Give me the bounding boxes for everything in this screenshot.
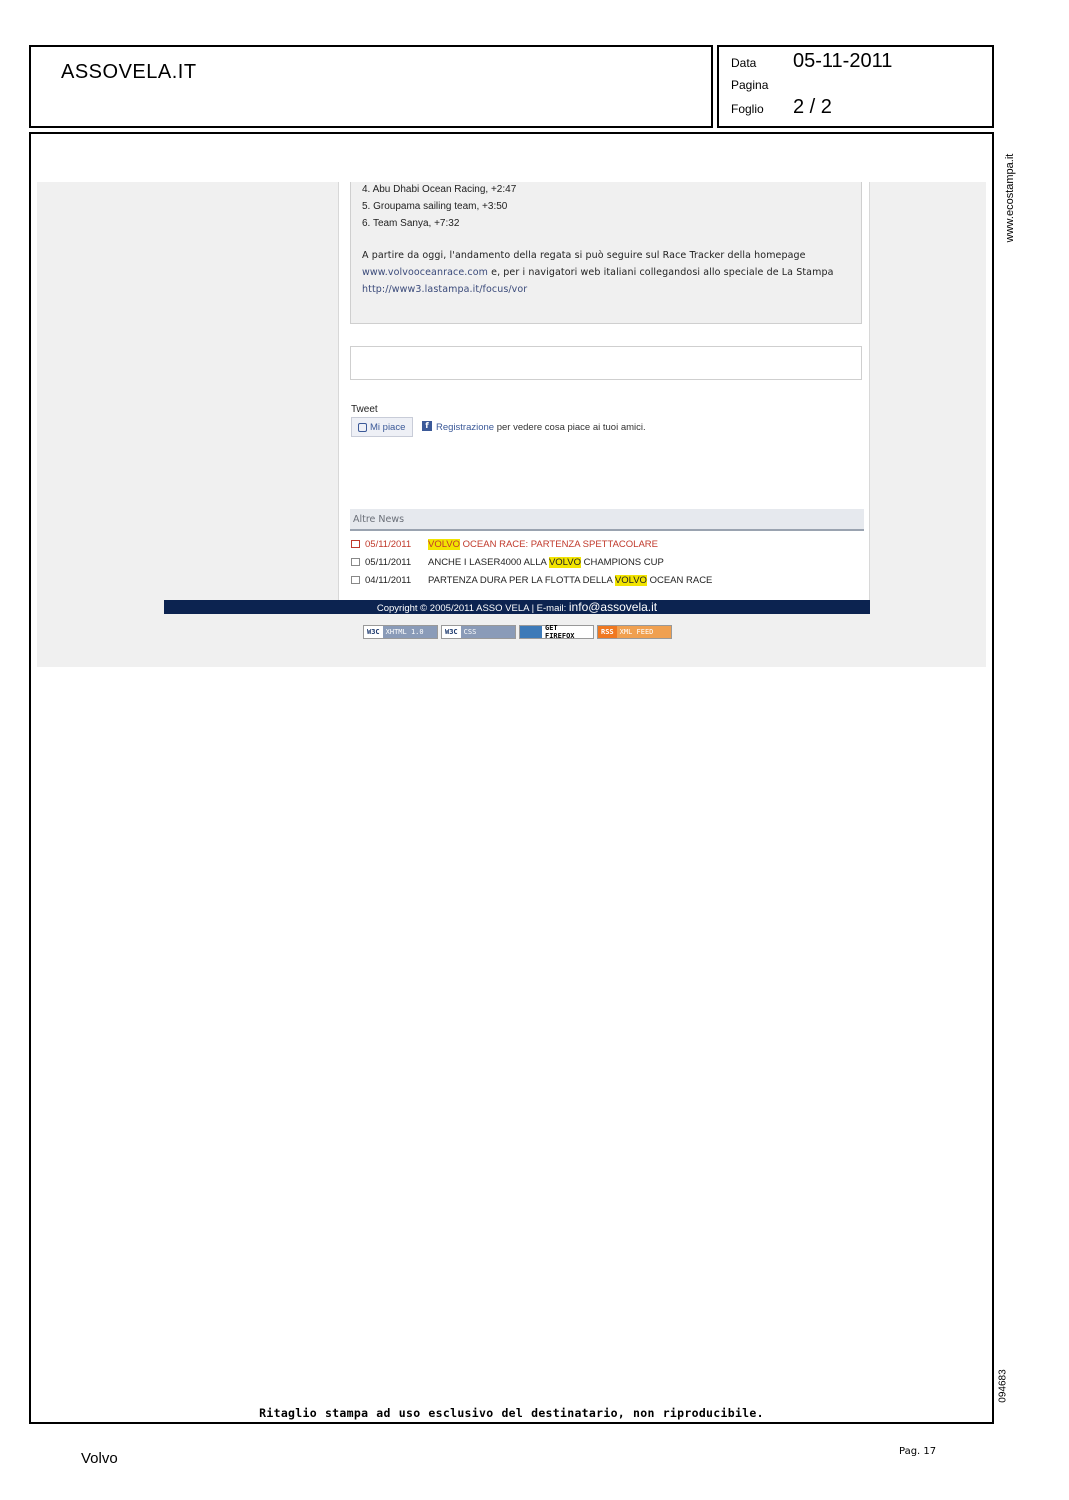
data-label: Data bbox=[731, 56, 757, 70]
news-date: 05/11/2011 bbox=[365, 556, 412, 568]
news-title: VOLVO OCEAN RACE: PARTENZA SPETTACOLARE bbox=[428, 538, 658, 550]
ecostampa-website: www.ecostampa.it bbox=[1004, 153, 1016, 243]
volvo-ocean-race-link[interactable]: www.volvooceanrace.com bbox=[362, 267, 488, 278]
pagina-label: Pagina bbox=[731, 78, 769, 92]
register-rest: per vedere cosa piace ai tuoi amici. bbox=[494, 422, 646, 433]
document-icon bbox=[351, 540, 360, 548]
news-title: PARTENZA DURA PER LA FLOTTA DELLA VOLVO OCEAN RACE bbox=[428, 574, 713, 586]
xhtml-badge[interactable]: W3C XHTML 1.0 bbox=[363, 625, 438, 639]
lastampa-link[interactable]: http://www3.lastampa.it/focus/vor bbox=[362, 284, 528, 295]
footer-badges bbox=[363, 625, 672, 639]
firefox-badge[interactable]: GET FIREFOX bbox=[519, 625, 594, 639]
facebook-register-text bbox=[436, 422, 646, 433]
copyright-text: Copyright © 2005/2011 ASSO VELA | E-mail: bbox=[376, 603, 569, 614]
webpage-screenshot bbox=[37, 182, 986, 667]
firefox-icon bbox=[520, 626, 542, 638]
foglio-value: 2 / 2 bbox=[793, 96, 832, 118]
ranking-item: 6. Team Sanya, +7:32 bbox=[362, 218, 460, 229]
clipping-frame bbox=[29, 132, 994, 1424]
document-icon bbox=[351, 576, 360, 584]
news-title: ANCHE I LASER4000 ALLA VOLVO CHAMPIONS CUP bbox=[428, 556, 664, 568]
tweet-link[interactable]: Tweet bbox=[351, 404, 378, 415]
highlight-keyword: VOLVO bbox=[428, 538, 461, 550]
highlight-keyword: VOLVO bbox=[548, 556, 581, 568]
site-footer bbox=[164, 600, 870, 614]
source-name: ASSOVELA.IT bbox=[61, 61, 197, 83]
webpage-content-column bbox=[338, 182, 870, 602]
clipping-code: 094683 bbox=[997, 1369, 1009, 1403]
paragraph-text: A partire da oggi, l'andamento della regata si può seguire sul Race Tracker della homepage bbox=[362, 250, 806, 261]
like-label: Mi piace bbox=[370, 421, 406, 433]
article-paragraph bbox=[362, 247, 856, 298]
thumbs-up-icon bbox=[358, 423, 367, 432]
email-link[interactable]: info@assovela.it bbox=[568, 600, 658, 614]
comment-input[interactable] bbox=[350, 346, 862, 380]
facebook-icon: f bbox=[422, 421, 432, 431]
ranking-item: 5. Groupama sailing team, +3:50 bbox=[362, 201, 508, 212]
rss-badge[interactable]: RSS XML FEED bbox=[597, 625, 672, 639]
foglio-label: Foglio bbox=[731, 102, 764, 116]
news-item[interactable] bbox=[351, 535, 871, 553]
header-source-box bbox=[29, 45, 713, 128]
news-item[interactable] bbox=[351, 571, 871, 589]
other-news-list bbox=[351, 535, 871, 589]
css-badge[interactable]: W3C CSS bbox=[441, 625, 516, 639]
page-number: Pag. 17 bbox=[899, 1446, 937, 1457]
other-news-header: Altre News bbox=[350, 509, 864, 531]
document-icon bbox=[351, 558, 360, 566]
header-info-box bbox=[717, 45, 994, 128]
keyword-label: Volvo bbox=[81, 1450, 118, 1467]
ranking-item: 4. Abu Dhabi Ocean Racing, +2:47 bbox=[362, 184, 517, 195]
news-date: 05/11/2011 bbox=[365, 538, 412, 550]
paragraph-text: e, per i navigatori web italiani collegandosi allo speciale de La Stampa bbox=[488, 267, 834, 278]
highlight-keyword: VOLVO bbox=[614, 574, 647, 586]
news-item[interactable] bbox=[351, 553, 871, 571]
register-link[interactable]: Registrazione bbox=[436, 422, 495, 433]
news-date: 04/11/2011 bbox=[365, 574, 412, 586]
disclaimer: Ritaglio stampa ad uso esclusivo del destinatario, non riproducibile. bbox=[259, 1406, 764, 1420]
article-box bbox=[350, 182, 862, 324]
data-value: 05-11-2011 bbox=[793, 50, 893, 72]
like-button[interactable] bbox=[351, 417, 413, 437]
